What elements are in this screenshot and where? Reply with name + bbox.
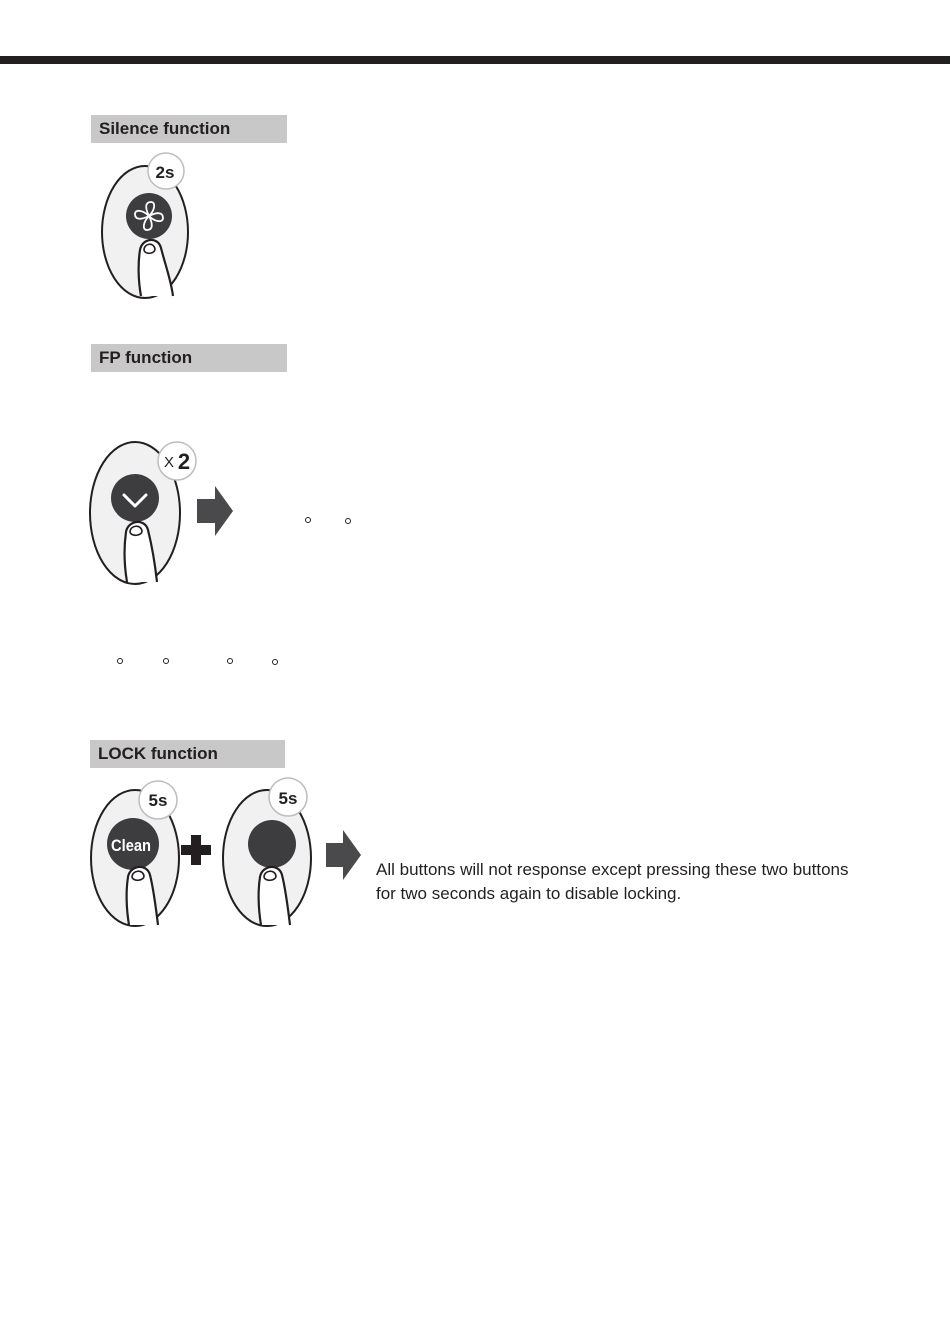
arrow-right-icon (197, 486, 233, 536)
lock-description: All buttons will not response except pressing these two buttons for two seconds again to disable locking. (376, 860, 849, 903)
degree-mark (272, 659, 278, 665)
second-hold-label: 5s (278, 789, 298, 808)
fp-press-count: 2 (177, 449, 191, 474)
degree-mark (227, 658, 233, 664)
fp-press-prefix: X (163, 454, 175, 471)
lock-buttons-illustration (85, 775, 375, 935)
silence-function-header: Silence function (91, 115, 287, 143)
silence-button-illustration (95, 150, 205, 305)
degree-mark (117, 658, 123, 664)
arrow-right-icon (326, 830, 361, 880)
top-rule (0, 56, 950, 64)
silence-hold-label: 2s (155, 163, 175, 182)
clean-hold-label: 5s (148, 791, 168, 810)
degree-mark (345, 518, 351, 524)
fp-button-illustration (85, 436, 245, 591)
clean-button-label: Clean (111, 836, 151, 855)
lock-function-header: LOCK function (90, 740, 285, 768)
degree-mark (163, 658, 169, 664)
degree-mark (305, 517, 311, 523)
fp-function-header: FP function (91, 344, 287, 372)
plus-icon (181, 835, 211, 865)
